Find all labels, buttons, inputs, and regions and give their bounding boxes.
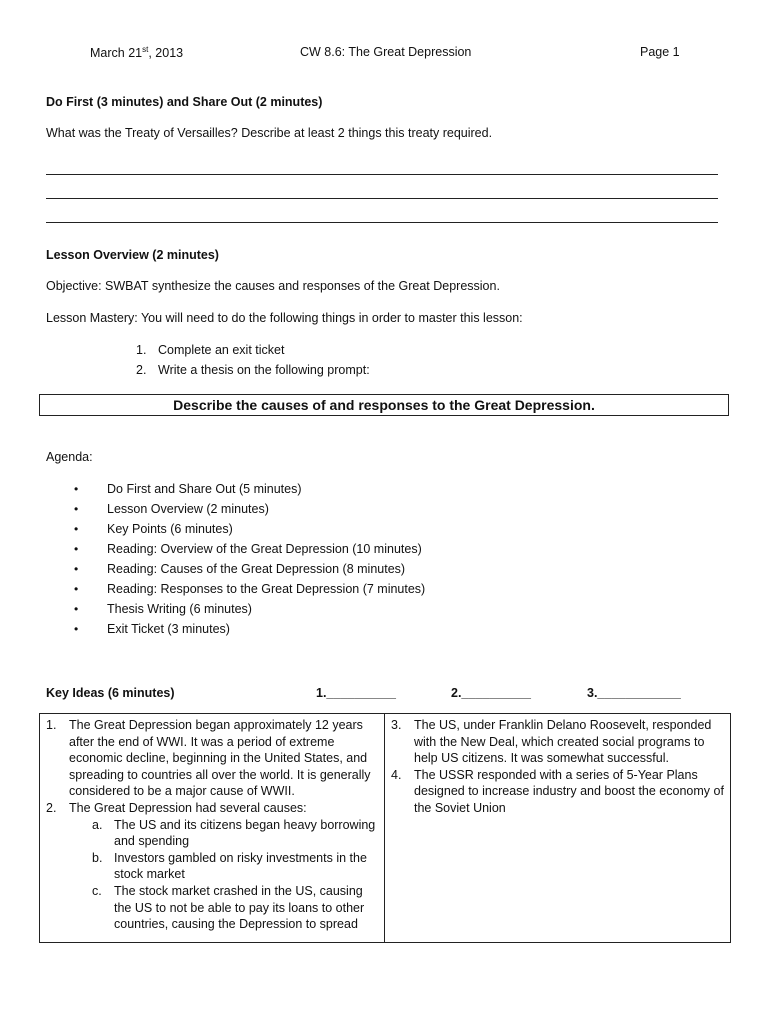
objective-text: Objective: SWBAT synthesize the causes and responses of the Great Depression. [46,279,500,293]
agenda-item [74,619,425,639]
key-ideas-left-column [40,714,385,942]
key-ideas-heading: Key Ideas (6 minutes) [46,686,175,700]
agenda-item-text: Reading: Responses to the Great Depression (7 minutes) [107,582,426,596]
key-idea-blank-1[interactable]: 1.__________ [316,686,396,700]
item-text: The Great Depression had several causes: [69,800,307,815]
agenda-heading: Agenda: [46,450,93,464]
bullet-icon: • [74,482,79,496]
agenda-list [74,479,425,639]
subitem-letter: b. [92,850,103,865]
step-text: Complete an exit ticket [158,343,285,357]
key-ideas-right-column [385,714,730,942]
do-first-question: What was the Treaty of Versailles? Describe at least 2 things this treaty required. [46,126,493,140]
agenda-item-text: Reading: Overview of the Great Depression (10 minutes) [107,542,422,556]
date-year: , 2013 [148,46,184,61]
subitem-text: The US and its citizens began heavy borrowing and spending [114,817,376,849]
bullet-icon: • [74,602,79,616]
header-date [90,45,183,60]
answer-line-1[interactable] [46,174,718,175]
key-idea-item-1 [46,717,378,800]
cause-subitem-a [46,817,378,850]
bullet-icon: • [74,522,79,536]
agenda-item [74,559,425,579]
mastery-step-1 [136,343,285,357]
cause-subitem-b [46,850,378,883]
step-text: Write a thesis on the following prompt: [158,363,370,377]
page-number: Page 1 [640,45,680,59]
key-idea-item-2 [46,800,378,817]
key-ideas-table [39,713,731,943]
item-text: The Great Depression began approximately 12 years after the end of WWI. It was a period of extreme economic decline, beginning in the United States, and spreading to countries all over the world. It is generally considered to be a major cause of WWII. [69,718,371,799]
agenda-item [74,479,425,499]
step-number: 2. [136,363,147,377]
agenda-item [74,539,425,559]
step-number: 1. [136,343,147,357]
cause-subitem-c [46,883,378,933]
agenda-item-text: Thesis Writing (6 minutes) [107,602,252,616]
date-text: March 21 [90,46,143,61]
agenda-item-text: Reading: Causes of the Great Depression (8 minutes) [107,562,406,576]
subitem-text: Investors gambled on risky investments in the stock market [114,850,367,882]
thesis-prompt-box [39,394,729,416]
lesson-overview-heading: Lesson Overview (2 minutes) [46,248,219,262]
item-number: 4. [391,767,402,782]
item-text: The US, under Franklin Delano Roosevelt, responded with the New Deal, which created social programs to help US citizens. It was somewhat successful. [414,718,712,766]
key-idea-item-3 [391,717,724,767]
agenda-item-text: Exit Ticket (3 minutes) [107,622,230,636]
agenda-item [74,579,425,599]
agenda-item-text: Key Points (6 minutes) [107,522,233,536]
subitem-text: The stock market crashed in the US, causing the US to not be able to pay its loans to other countries, causing the Depression to spread [114,883,365,932]
mastery-step-2 [136,363,370,377]
item-number: 2. [46,800,57,815]
bullet-icon: • [74,562,79,576]
bullet-icon: • [74,542,79,556]
item-text: The USSR responded with a series of 5-Year Plans designed to increase industry and boost the economy of the Soviet Union [414,767,724,815]
agenda-item-text: Do First and Share Out (5 minutes) [107,482,302,496]
thesis-prompt: Describe the causes of and responses to the Great Depression. [173,397,595,413]
do-first-heading: Do First (3 minutes) and Share Out (2 minutes) [46,95,323,109]
agenda-item [74,519,425,539]
mastery-text: Lesson Mastery: You will need to do the following things in order to master this lesson: [46,311,523,325]
agenda-item [74,499,425,519]
answer-line-3[interactable] [46,222,718,223]
page-title: CW 8.6: The Great Depression [300,45,472,59]
key-idea-blank-2[interactable]: 2.__________ [451,686,531,700]
item-number: 3. [391,718,402,732]
answer-line-2[interactable] [46,198,718,199]
bullet-icon: • [74,622,79,636]
agenda-item [74,599,425,619]
bullet-icon: • [74,502,79,516]
item-number: 1. [46,718,57,732]
bullet-icon: • [74,582,79,596]
key-idea-item-4 [391,767,724,817]
date-superscript: st [142,45,149,54]
key-idea-blank-3[interactable]: 3.____________ [587,686,681,700]
subitem-letter: c. [92,883,102,898]
agenda-item-text: Lesson Overview (2 minutes) [107,502,269,516]
subitem-letter: a. [92,817,103,832]
